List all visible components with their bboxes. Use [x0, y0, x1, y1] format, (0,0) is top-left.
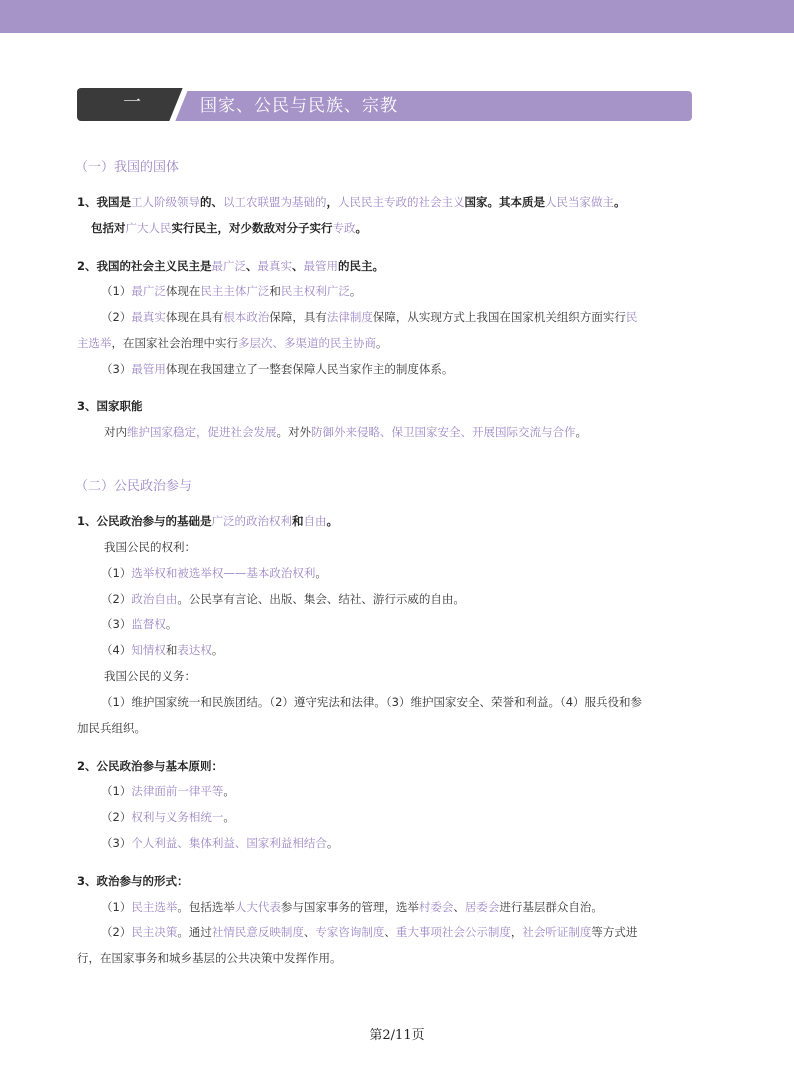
paragraph-line — [104, 668, 196, 684]
highlight-term: 表达权 — [177, 643, 212, 657]
highlight-term: 人民当家做主 — [545, 195, 615, 209]
highlight-term: 选举权和被选举权——基本政治权利 — [131, 566, 316, 580]
text-segment: 和 — [292, 514, 304, 528]
highlight-term: 最管用 — [303, 259, 339, 273]
highlight-term: 最真实 — [257, 259, 293, 273]
text-segment: 。 — [376, 336, 388, 350]
highlight-term: 多层次、多渠道的民主协商 — [238, 336, 376, 350]
text-segment: 。 — [211, 643, 224, 657]
text-segment: 等方式进 — [591, 925, 638, 939]
text-segment: 我国公民的义务： — [104, 669, 196, 683]
text-segment: 2、公民政治参与基本原则： — [77, 759, 224, 773]
text-segment: 。 — [355, 221, 367, 235]
highlight-term: 最广泛 — [131, 284, 166, 298]
chapter-header — [77, 88, 692, 121]
text-segment: 。 — [315, 566, 327, 580]
text-segment: （2） — [101, 310, 132, 324]
paragraph-line — [77, 513, 338, 529]
text-segment: 进行基层群众自治。 — [499, 900, 603, 914]
text-segment: 、 — [384, 925, 396, 939]
highlight-term: 民 — [625, 310, 638, 324]
text-segment: 1、公民政治参与的基础是 — [77, 514, 212, 528]
text-segment: 。包括选举 — [177, 900, 235, 914]
paragraph-line — [77, 258, 384, 274]
highlight-term: 重大事项社会公示制度 — [395, 925, 511, 939]
text-segment: 。 — [575, 425, 587, 439]
highlight-term: 广大人民 — [125, 221, 172, 235]
chapter-title: 国家、公民与民族、宗教 — [200, 96, 398, 116]
text-segment: 体现在我国建立了一整套保障人民当家作主的制度体系。 — [165, 362, 454, 376]
text-segment: 。通过 — [177, 925, 212, 939]
highlight-term: 法律面前一律平等 — [131, 784, 224, 798]
highlight-term: 民主主体广泛 — [200, 284, 270, 298]
highlight-term: 以工农联盟为基础的 — [223, 195, 327, 209]
highlight-term: 广泛的政治权利 — [211, 514, 293, 528]
highlight-term: 专政 — [332, 221, 356, 235]
text-segment: （1）维护国家统一和民族团结。（2）遵守宪法和法律。（3）维护国家安全、荣誉和利益。（4）服兵役和参 — [101, 695, 643, 709]
text-segment: 包括对 — [91, 221, 126, 235]
highlight-term: 政治自由 — [131, 592, 178, 606]
text-segment: 参与国家事务的管理，选举 — [280, 900, 419, 914]
paragraph-line — [101, 835, 338, 851]
highlight-term: 人大代表 — [234, 900, 281, 914]
paragraph-line — [101, 591, 465, 607]
text-segment: 实行民主，对少数敌对分子实行 — [171, 221, 333, 235]
text-segment: 。 — [326, 514, 339, 528]
text-segment: （1） — [101, 566, 132, 580]
text-segment: 和 — [165, 643, 178, 657]
text-segment: 3、政治参与的形式： — [77, 874, 189, 888]
section-title-1: （一）我国的国体 — [75, 160, 180, 175]
highlight-term: 防御外来侵略、保卫国家安全、开展国际交流与合作 — [311, 425, 576, 439]
text-segment: ， — [510, 925, 523, 939]
highlight-term: 社会听证制度 — [522, 925, 592, 939]
text-segment: 、 — [303, 925, 316, 939]
highlight-term: 最真实 — [131, 310, 166, 324]
highlight-term: 监督权 — [131, 617, 166, 631]
highlight-term: 专家咨询制度 — [315, 925, 385, 939]
highlight-term: 个人利益、集体利益、国家利益相结合 — [131, 836, 327, 850]
highlight-term: 维护国家稳定，促进社会发展 — [127, 425, 277, 439]
highlight-term: 最广泛 — [211, 259, 247, 273]
text-segment: 2、我国的社会主义民主是 — [77, 259, 212, 273]
text-segment: （3） — [101, 836, 132, 850]
paragraph-line — [101, 283, 361, 299]
text-segment: 的民主。 — [338, 259, 385, 273]
paragraph-line — [101, 694, 642, 710]
text-segment: 。 — [614, 195, 626, 209]
text-segment: 1、我国是 — [77, 195, 132, 209]
paragraph-line — [77, 758, 223, 774]
page-number: 第2/11页 — [369, 1028, 425, 1043]
paragraph-line — [77, 873, 189, 889]
text-segment: 。 — [349, 284, 362, 298]
text-segment: 我国公民的权利： — [104, 540, 196, 554]
text-segment: 。 — [223, 810, 235, 824]
paragraph-line — [77, 720, 146, 736]
highlight-term: 权利与义务相统一 — [131, 810, 224, 824]
paragraph-line — [101, 642, 223, 658]
text-segment: 和 — [269, 284, 281, 298]
highlight-term: 民主权利广泛 — [280, 284, 350, 298]
highlight-term: 村委会 — [418, 900, 454, 914]
highlight-term: 法律制度 — [326, 310, 373, 324]
text-segment: ，在国家社会治理中实行 — [111, 336, 238, 350]
highlight-term: 民主决策 — [131, 925, 178, 939]
text-segment: 。对外 — [276, 425, 311, 439]
chapter-number: 一 — [77, 88, 187, 121]
top-banner — [0, 0, 794, 33]
text-segment: 。公民享有言论、出版、集会、结社、游行示威的自由。 — [177, 592, 465, 606]
text-segment: 。 — [223, 784, 235, 798]
text-segment: （3） — [101, 362, 132, 376]
text-segment: 的、 — [200, 195, 224, 209]
paragraph-line — [101, 924, 637, 940]
highlight-term: 知情权 — [131, 643, 166, 657]
text-segment: （2） — [101, 925, 132, 939]
highlight-term: 社情民意反映制度 — [211, 925, 304, 939]
text-segment: 、 — [246, 259, 258, 273]
text-segment: （4） — [101, 643, 132, 657]
text-segment: 3、国家职能 — [77, 399, 143, 413]
highlight-term: 最管用 — [131, 362, 166, 376]
text-segment: 保障，从实现方式上我国在国家机关组织方面实行 — [372, 310, 626, 324]
highlight-term: 居委会 — [464, 900, 500, 914]
text-segment: 、 — [292, 259, 304, 273]
text-segment: 加民兵组织。 — [77, 721, 146, 735]
paragraph-line — [77, 950, 342, 966]
text-segment: （1） — [101, 900, 132, 914]
text-segment: （1） — [101, 284, 132, 298]
text-segment: 国家。其本质是 — [464, 195, 546, 209]
paragraph-line — [101, 309, 637, 325]
paragraph-line — [77, 335, 388, 351]
text-segment: （2） — [101, 592, 132, 606]
section-title-2: （二）公民政治参与 — [75, 479, 193, 494]
text-segment: 保障，具有 — [269, 310, 327, 324]
text-segment: 、 — [453, 900, 465, 914]
text-segment: ， — [326, 195, 339, 209]
highlight-term: 主选举 — [77, 336, 112, 350]
paragraph-line — [101, 565, 327, 581]
paragraph-line — [101, 361, 453, 377]
text-segment: 行，在国家事务和城乡基层的公共决策中发挥作用。 — [77, 951, 342, 965]
paragraph-line — [104, 424, 587, 440]
paragraph-line — [104, 539, 196, 555]
paragraph-line — [101, 809, 235, 825]
text-segment: （3） — [101, 617, 132, 631]
highlight-term: 自由 — [303, 514, 327, 528]
text-segment: 对内 — [104, 425, 127, 439]
text-segment: （2） — [101, 810, 132, 824]
text-segment: 体现在具有 — [165, 310, 224, 324]
paragraph-line — [101, 616, 177, 632]
paragraph-line — [91, 220, 367, 236]
text-segment: （1） — [101, 784, 132, 798]
paragraph-line — [101, 899, 603, 915]
text-segment: 体现在 — [165, 284, 201, 298]
highlight-term: 人民民主专政的社会主义 — [338, 195, 465, 209]
text-segment: 。 — [165, 617, 178, 631]
highlight-term: 工人阶级领导 — [131, 195, 201, 209]
highlight-term: 根本政治 — [223, 310, 270, 324]
text-segment: 。 — [326, 836, 339, 850]
paragraph-line — [77, 398, 143, 414]
paragraph-line — [77, 194, 626, 210]
highlight-term: 民主选举 — [131, 900, 178, 914]
paragraph-line — [101, 783, 235, 799]
